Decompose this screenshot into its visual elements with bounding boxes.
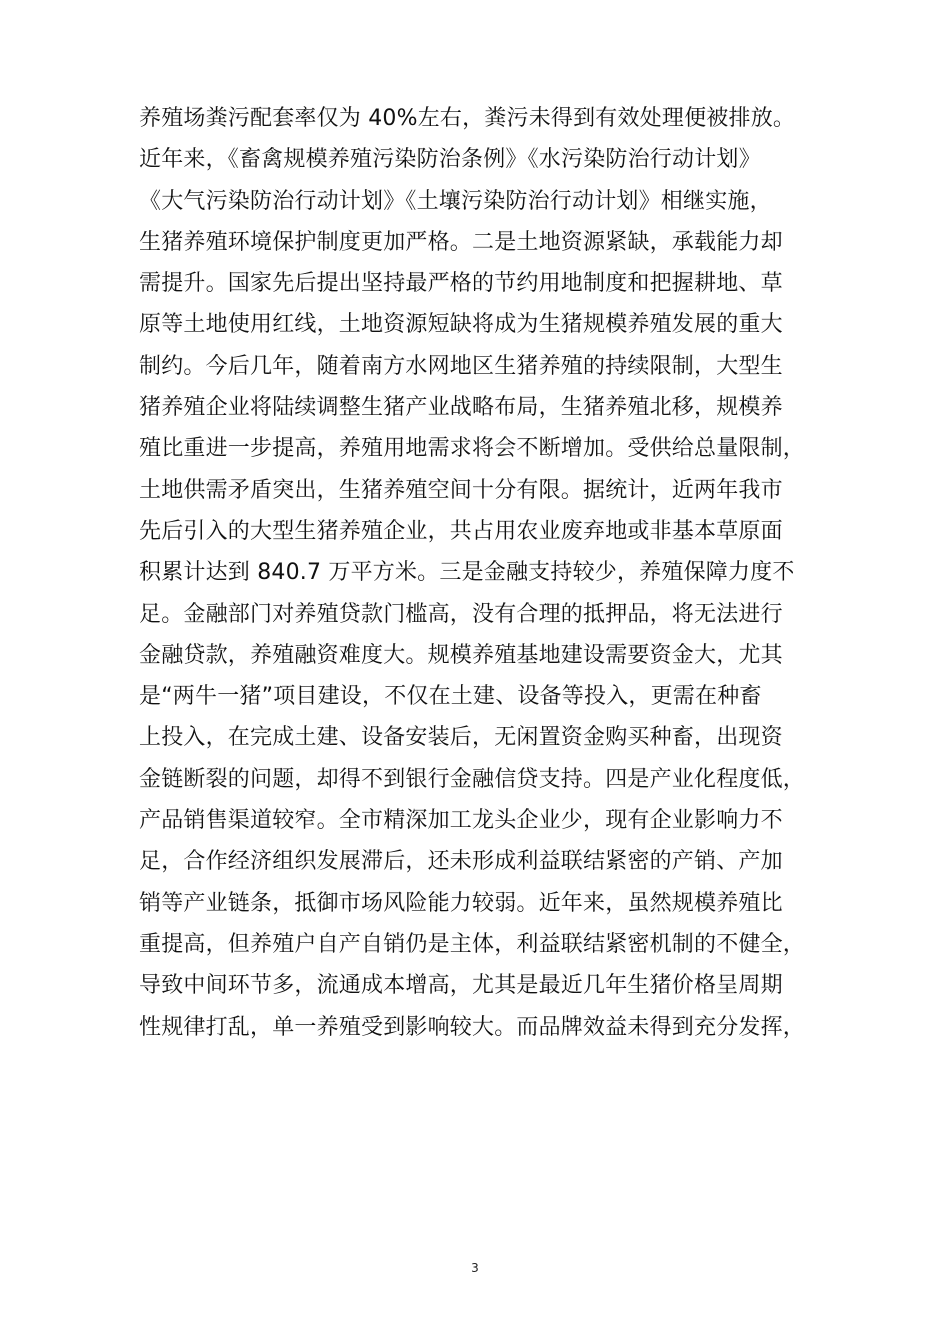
text-line: 制约。今后几年，随着南方水网地区生猪养殖的持续限制，大型生 <box>139 353 783 379</box>
text-line: 重提高，但养殖户自产自销仍是主体，利益联结紧密机制的不健全， <box>139 931 806 957</box>
text-line: 积累计达到 840.7 万平方米。三是金融支持较少，养殖保障力度不 <box>139 560 795 586</box>
body-text <box>139 98 839 1048</box>
text-line: 金融贷款，养殖融资难度大。规模养殖基地建设需要资金大，尤其 <box>139 642 783 668</box>
text-line: 原等土地使用红线，土地资源短缺将成为生猪规模养殖发展的重大 <box>139 312 783 338</box>
text-line: 殖比重进一步提高，养殖用地需求将会不断增加。受供给总量限制， <box>139 436 806 462</box>
text-line: 金链断裂的问题，却得不到银行金融信贷支持。四是产业化程度低， <box>139 766 806 792</box>
text-line: 土地供需矛盾突出，生猪养殖空间十分有限。据统计，近两年我市 <box>139 477 783 503</box>
text-line: 导致中间环节多，流通成本增高，尤其是最近几年生猪价格呈周期 <box>139 973 783 999</box>
text-line: 需提升。国家先后提出坚持最严格的节约用地制度和把握耕地、草 <box>139 271 783 297</box>
text-line: 性规律打乱，单一养殖受到影响较大。而品牌效益未得到充分发挥， <box>139 1014 806 1040</box>
text-line: 养殖场粪污配套率仅为 40%左右，粪污未得到有效处理便被排放。 <box>139 106 796 131</box>
text-line: 先后引入的大型生猪养殖企业，共占用农业废弃地或非基本草原面 <box>139 518 783 544</box>
text-line: 销等产业链条，抵御市场风险能力较弱。近年来，虽然规模养殖比 <box>139 890 783 916</box>
text-line: 上投入，在完成土建、设备安装后，无闲置资金购买种畜，出现资 <box>139 725 783 751</box>
text-line: 足。金融部门对养殖贷款门槛高，没有合理的抵押品，将无法进行 <box>139 601 783 627</box>
text-line: 猪养殖企业将陆续调整生猪产业战略布局，生猪养殖北移，规模养 <box>139 395 783 421</box>
text-line: 《大气污染防治行动计划》《土壤污染防治行动计划》相继实施， <box>139 188 772 214</box>
text-line: 近年来，《畜禽规模养殖污染防治条例》《水污染防治行动计划》 <box>139 147 761 173</box>
text-line: 生猪养殖环境保护制度更加严格。二是土地资源紧缺，承载能力却 <box>139 229 783 255</box>
text-line: 是“两牛一猪”项目建设，不仅在土建、设备等投入，更需在种畜 <box>139 684 762 710</box>
text-line: 足，合作经济组织发展滞后，还未形成利益联结紧密的产销、产加 <box>139 849 783 875</box>
text-line: 产品销售渠道较窄。全市精深加工龙头企业少，现有企业影响力不 <box>139 808 783 834</box>
page-number: 3 <box>471 1261 479 1275</box>
